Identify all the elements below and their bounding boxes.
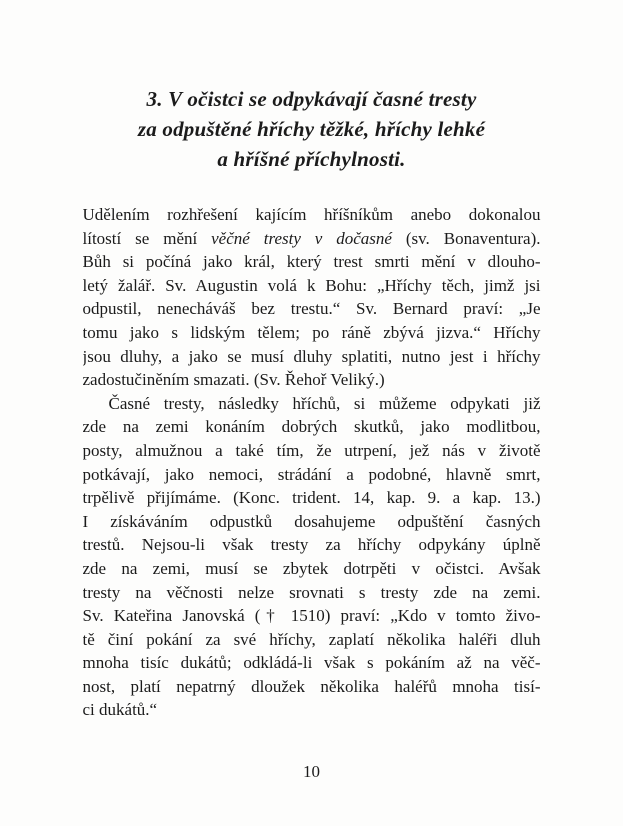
text-line: trpělivě přijímáme. (Konc. trident. 14, kap. 9. a kap. 13.) — [82, 488, 541, 508]
chapter-heading-line: a hříšné příchylnosti. — [217, 147, 406, 171]
text-line: tresty na věčnosti nelze srovnati s tresty zde na zemi. — [82, 582, 541, 602]
text-line: tomu jako s lidským tělem; po ráně zbývá jizva.“ Hříchy — [82, 322, 541, 342]
paragraph — [83, 203, 541, 392]
text-line: odpustil, nenecháváš bez trestu.“ Sv. Bernard praví: „Je — [82, 299, 541, 319]
text-line: I získáváním odpustků dosahujeme odpuštění časných — [82, 511, 541, 531]
chapter-heading-line: 3. V očistci se odpykávají časné tresty — [146, 87, 477, 111]
text-line: zde na zemi, musí se zbytek dotrpěti v očistci. Avšak — [82, 558, 541, 578]
text-line: lítostí se mění věčné tresty v dočasné (sv. Bonaventura). — [82, 228, 541, 248]
body-text — [83, 203, 541, 722]
text-line: mnoha tisíc dukátů; odkládá-li však s pokáním až na věč- — [82, 653, 541, 673]
chapter-heading-line: za odpuštěné hříchy těžké, hříchy lehké — [137, 117, 486, 141]
text-line: potkávají, jako nemoci, strádání a podobné, hlavně smrt, — [82, 464, 541, 484]
text-line: Udělením rozhřešení kajícím hříšníkům anebo dokonalou — [82, 205, 541, 224]
text-line: ci dukátů.“ — [82, 700, 158, 720]
text-line: jsou dluhy, a jako se musí dluhy splatiti, nutno jest i hříchy — [82, 346, 541, 366]
paragraph — [83, 392, 541, 722]
text-line: nost, platí nepatrný dloužek několika haléřů mnoha tisí- — [82, 676, 541, 696]
page-number: 10 — [303, 762, 320, 781]
text-line: zadostučiněním smazati. (Sv. Řehoř Veliký.) — [82, 370, 385, 390]
text-line: Bůh si počíná jako král, který trest smrti mění v dlouho- — [82, 252, 541, 272]
text-line: Sv. Kateřina Janovská († 1510) praví: „Kdo v tomto živo- — [82, 606, 541, 626]
chapter-heading — [0, 0, 623, 174]
text-line: Časné tresty, následky hříchů, si můžeme odpykati již — [108, 393, 541, 413]
text-line: posty, almužnou a také tím, že utrpení, jež nás v životě — [82, 440, 541, 460]
text-line: trestů. Nejsou-li však tresty za hříchy odpykány úplně — [82, 535, 541, 555]
text-line: zde na zemi konáním dobrých skutků, jako modlitbou, — [82, 417, 541, 437]
text-line: tě činí pokání za své hříchy, zaplatí několika haléři dluh — [82, 629, 541, 649]
text-line: letý žalář. Sv. Augustin volá k Bohu: „Hříchy těch, jimž jsi — [82, 275, 541, 295]
